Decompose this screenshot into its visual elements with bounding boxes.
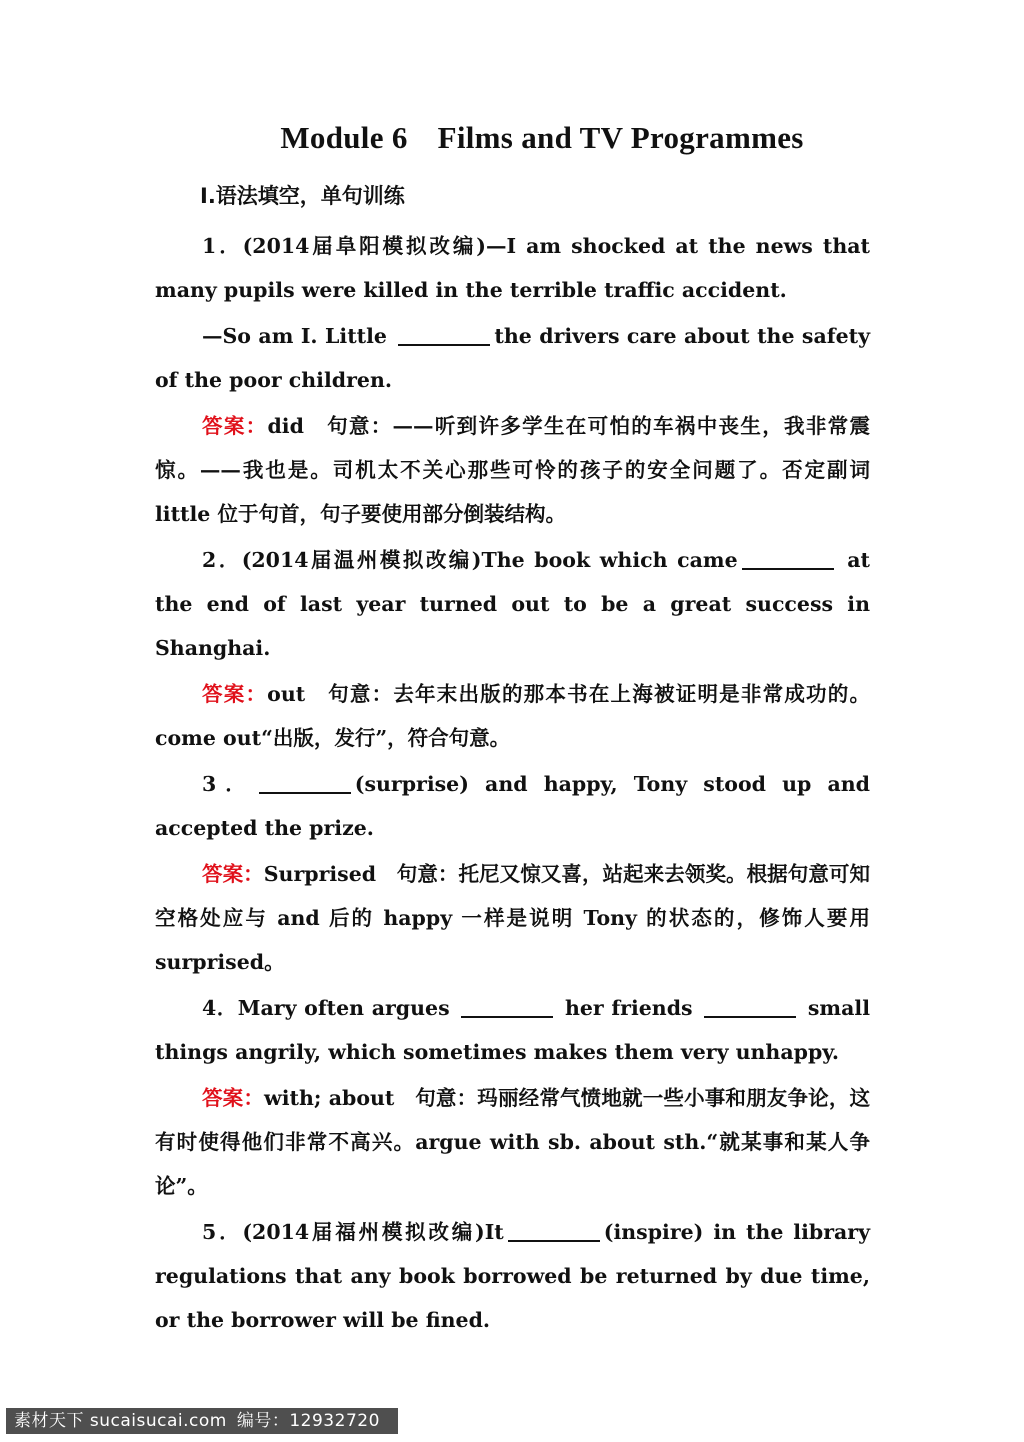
module-name: Films and TV Programmes	[437, 120, 804, 155]
page-title	[0, 120, 1024, 156]
question-5: 5．(2014届福州模拟改编)It (inspire) in the library regulations that any book borrowed be returned by due time, or the borrower will be fined.	[155, 1220, 871, 1332]
answer-2: 答案：out 句意：去年末出版的那本书在上海被证明是非常成功的。come out“出版，发行”，符合句意。	[155, 682, 871, 750]
question-3: 3． (surprise) and happy, Tony stood up and accepted the prize.	[155, 772, 871, 840]
exercise-list	[155, 222, 870, 1344]
watermark-bar	[6, 1408, 398, 1434]
question-1-reply: —So am I. Little the drivers care about the safety of the poor children.	[155, 324, 870, 392]
answer-label: 答案：	[202, 1086, 265, 1110]
question-2: 2．(2014届温州模拟改编)The book which came at the end of last year turned out to be a great success in Shanghai.	[155, 548, 870, 660]
answer-3: 答案：Surprised 句意：托尼又惊又喜，站起来去领奖。根据句意可知空格处应与 and 后的 happy 一样是说明 Tony 的状态的，修饰人要用 surprised。	[155, 862, 871, 974]
answer-blank	[742, 548, 834, 571]
watermark-id-label: 编号：	[236, 1411, 290, 1431]
watermark-site: 素材天下 sucaisucai.com	[14, 1411, 227, 1431]
answer-label: 答案：	[202, 862, 264, 886]
answer-blank	[259, 772, 351, 795]
answer-blank	[461, 996, 553, 1019]
answer-label: 答案：	[202, 682, 268, 706]
answer-1: 答案：did 句意：——听到许多学生在可怕的车祸中丧生，我非常震惊。——我也是。司机太不关心那些可怜的孩子的安全问题了。否定副词 little 位于句首，句子要使用部分倒装结构。	[155, 414, 870, 526]
answer-4: 答案：with; about 句意：玛丽经常气愤地就一些小事和朋友争论，这有时使得他们非常不高兴。argue with sb. about sth.“就某事和某人争论”。	[155, 1086, 871, 1198]
answer-blank	[508, 1220, 600, 1243]
question-1: 1．(2014届阜阳模拟改编)—I am shocked at the news that many pupils were killed in the terrible traffic accident.	[155, 234, 870, 302]
module-number: Module 6	[280, 120, 408, 155]
question-4: 4．Mary often argues her friends small things angrily, which sometimes makes them very unhappy.	[155, 996, 870, 1064]
watermark-id: 12932720	[289, 1411, 380, 1431]
answer-blank	[704, 996, 796, 1019]
answer-blank	[398, 324, 490, 347]
section-heading: Ⅰ.语法填空，单句训练	[200, 184, 405, 208]
answer-label: 答案：	[202, 414, 268, 438]
